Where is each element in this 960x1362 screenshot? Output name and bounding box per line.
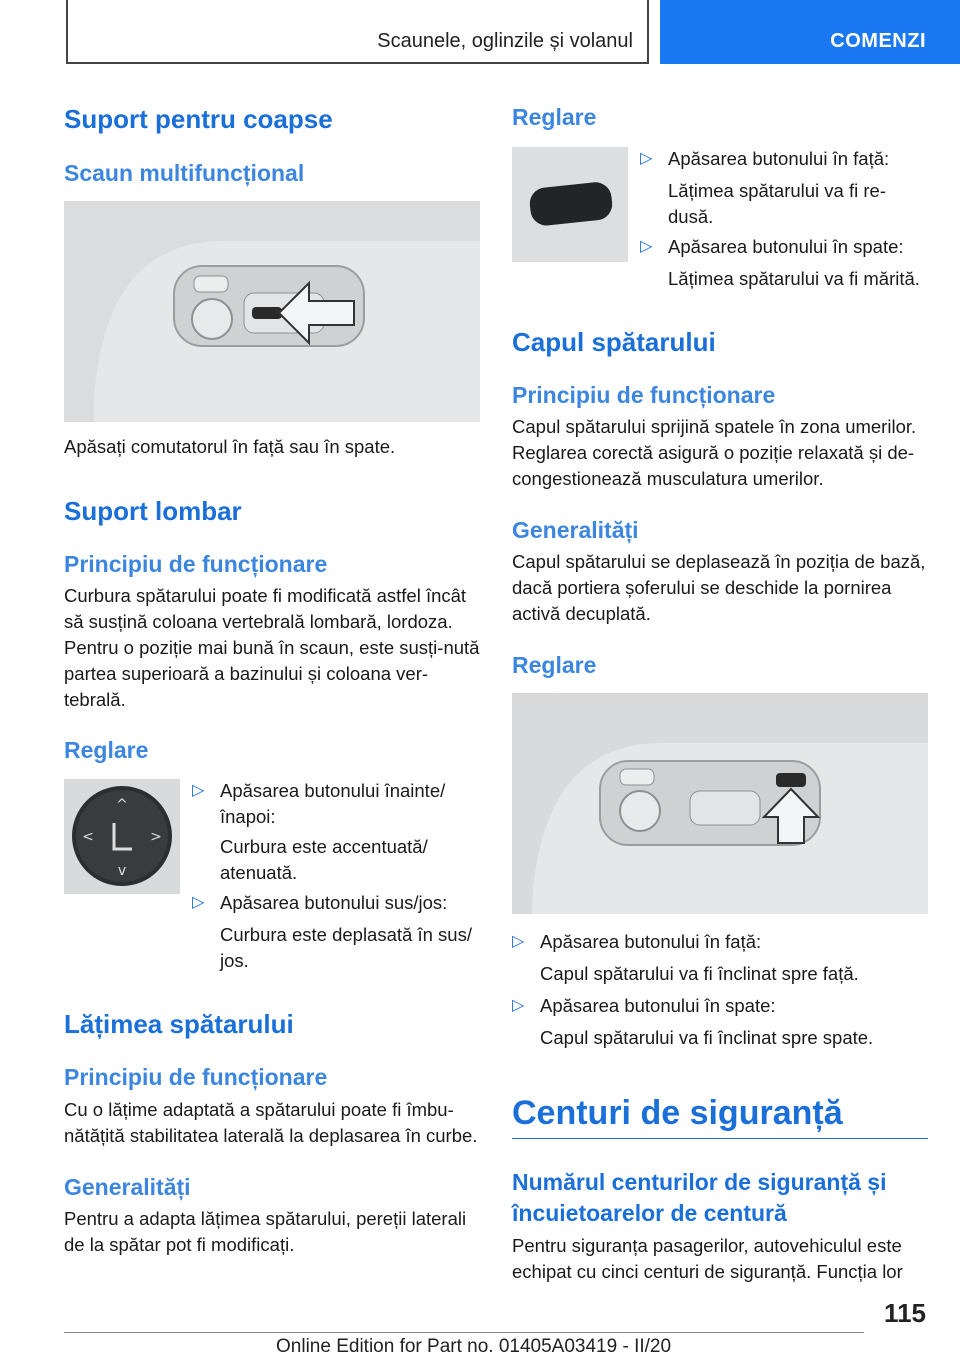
paragraph-width: Cu o lățime adaptată a spătarului poate fi îmbu-nătățită stabilitatea laterală la deplasarea în curbe.	[64, 1099, 478, 1146]
triangle-bullet-icon: ▷	[192, 894, 205, 911]
svg-text:v: v	[117, 863, 127, 879]
heading-multifunction-seat: Scaun multifuncțional	[64, 160, 305, 186]
seat-switch-image-headrest	[512, 693, 928, 914]
paragraph-press-switch: Apăsați comutatorul în față sau în spate.	[64, 436, 396, 457]
triangle-bullet-icon: ▷	[192, 782, 205, 799]
svg-text:^: ^	[116, 797, 128, 813]
triangle-bullet-icon: ▷	[512, 997, 525, 1014]
paragraph-belts: Pentru siguranța pasagerilor, autovehiculul este echipat cu cinci centuri de siguranță. Funcția lor	[512, 1235, 903, 1282]
heading-principle-width: Principiu de funcționare	[64, 1064, 328, 1090]
page-number: 115	[884, 1298, 926, 1328]
heading-backrest-width: Lățimea spătarului	[64, 1009, 294, 1039]
svg-text:<: <	[82, 829, 94, 845]
width-button-image	[512, 147, 628, 262]
seat-switch-illustration	[512, 693, 928, 914]
section-divider	[512, 1138, 928, 1139]
header-section-tab	[66, 0, 649, 64]
seat-switch-image-thigh	[64, 201, 480, 422]
header-chapter-title: COMENZI	[830, 30, 926, 52]
paragraph-lumbar: Curbura spătarului poate fi modificată astfel încât să susțină coloana vertebrală lombară, lordoza. Pentru o poziție mai bună în scaun, este susți-nută partea superioară a bazinului și coloana ver-tebrală.	[64, 585, 480, 710]
heading-headrest: Capul spătarului	[512, 327, 716, 357]
heading-general-headrest: Generalități	[512, 517, 639, 543]
heading-principle-lumbar: Principiu de funcționare	[64, 551, 328, 577]
seat-switch-illustration	[64, 201, 480, 422]
width-button-illustration	[512, 147, 628, 262]
heading-general-width: Generalități	[64, 1174, 191, 1200]
header-section-title: Scaunele, oglinzile și volanul	[377, 30, 633, 52]
heading-principle-headrest: Principiu de funcționare	[512, 382, 776, 408]
footer-divider	[64, 1332, 864, 1333]
lumbar-control-illustration	[64, 779, 180, 894]
heading-belt-count: Numărul centurilor de siguranță și încuietoarelor de centură	[512, 1169, 887, 1226]
lumbar-control-image	[64, 779, 180, 894]
heading-lumbar-support: Suport lombar	[64, 496, 242, 526]
triangle-bullet-icon: ▷	[640, 238, 653, 255]
triangle-bullet-icon: ▷	[640, 150, 653, 167]
heading-thigh-support: Suport pentru coapse	[64, 104, 333, 134]
heading-adjust-lumbar: Reglare	[64, 737, 149, 763]
paragraph-general-headrest: Capul spătarului se deplasează în poziția de bază, dacă portiera șoferului se deschide la pornirea activă decuplată.	[512, 551, 926, 624]
heading-adjust-headrest: Reglare	[512, 652, 597, 678]
footer-edition: Online Edition for Part no. 01405A03419 - II/20	[276, 1336, 672, 1357]
heading-adjust-width: Reglare	[512, 104, 597, 130]
header-chapter-tab	[660, 0, 960, 64]
svg-text:>: >	[150, 829, 162, 845]
paragraph-headrest: Capul spătarului sprijină spatele în zona umerilor. Reglarea corectă asigură o poziție relaxată și de-congestionează musculatura umerilor.	[512, 416, 917, 489]
paragraph-general-width: Pentru a adapta lățimea spătarului, pereții laterali de la spătar pot fi modificați.	[64, 1208, 467, 1255]
heading-seat-belts: Centuri de siguranță	[512, 1094, 843, 1132]
triangle-bullet-icon: ▷	[512, 933, 525, 950]
